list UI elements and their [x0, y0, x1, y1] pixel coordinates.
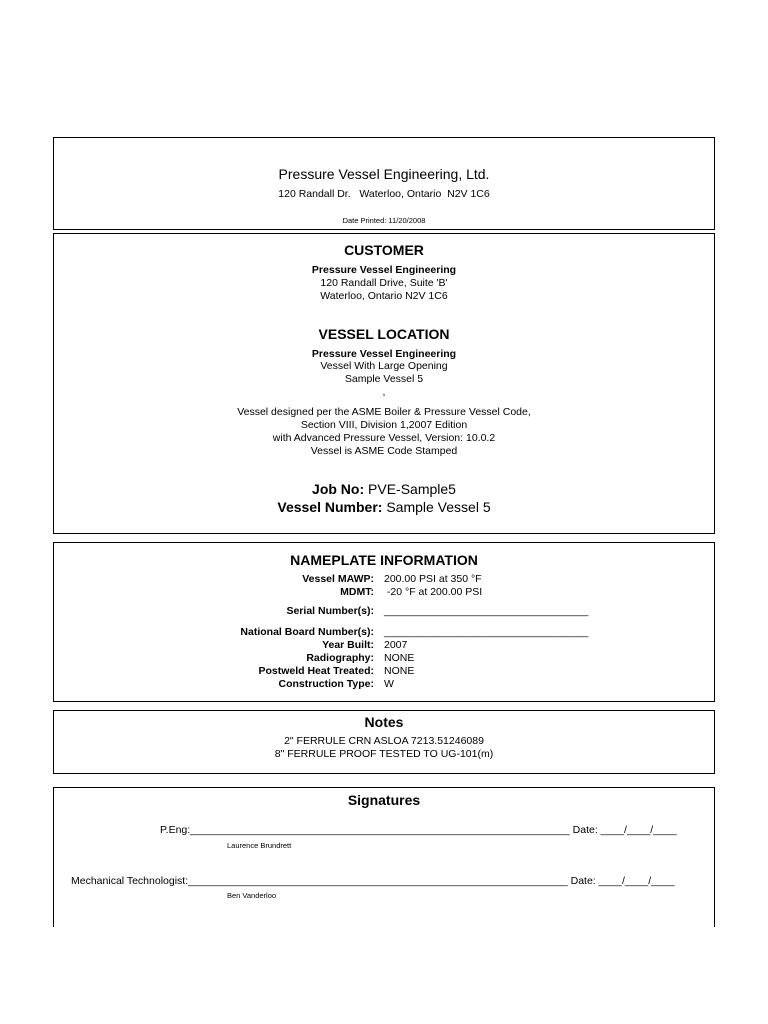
company-address: 120 Randall Dr. Waterloo, Ontario N2V 1C6 [278, 188, 490, 200]
company-name: Pressure Vessel Engineering, Ltd. [278, 166, 490, 182]
company-header [53, 137, 715, 230]
code-line4: Vessel is ASME Code Stamped [310, 445, 458, 457]
vessel-number-label: Vessel Number: [277, 499, 383, 515]
nameplate-row [54, 652, 716, 665]
nameplate-row [54, 626, 716, 639]
nameplate-value: NONE [384, 652, 415, 664]
customer-name: Pressure Vessel Engineering [311, 264, 457, 276]
nameplate-label: Construction Type: [278, 678, 374, 690]
notes-section [53, 710, 715, 774]
nameplate-row [54, 573, 716, 586]
nameplate-row [54, 639, 716, 652]
vessel-location-line2: Sample Vessel 5 [344, 373, 424, 385]
customer-section [53, 233, 715, 534]
nameplate-row [54, 586, 716, 599]
nameplate-row [54, 665, 716, 678]
nameplate-label: Vessel MAWP: [302, 573, 374, 585]
nameplate-row [54, 678, 716, 691]
notes-line1: 2" FERRULE CRN ASLOA 7213.51246089 [284, 735, 484, 747]
vessel-location-line3: , [382, 386, 386, 398]
signatures-section [53, 787, 715, 927]
code-line2: Section VIII, Division 1,2007 Edition [300, 419, 468, 431]
customer-heading: CUSTOMER [344, 242, 424, 258]
customer-address-line2: Waterloo, Ontario N2V 1C6 [320, 290, 448, 302]
nameplate-value: ___________________________________ [384, 605, 589, 617]
peng-name: Laurence Brundrett [227, 841, 292, 850]
notes-line2: 8" FERRULE PROOF TESTED TO UG-101(m) [274, 748, 494, 760]
vessel-location-name: Pressure Vessel Engineering [311, 348, 457, 360]
vessel-location-heading: VESSEL LOCATION [318, 326, 450, 342]
nameplate-value: ___________________________________ [384, 626, 589, 638]
nameplate-value: 200.00 PSI at 350 °F [384, 573, 482, 585]
nameplate-label: Serial Number(s): [286, 605, 374, 617]
nameplate-value: 2007 [384, 639, 408, 651]
notes-heading: Notes [364, 714, 404, 730]
customer-address-line1: 120 Randall Drive, Suite 'B' [320, 277, 448, 289]
signatures-heading: Signatures [347, 792, 421, 808]
nameplate-label: Radiography: [306, 652, 374, 664]
nameplate-section [53, 542, 715, 702]
technologist-name: Ben Vanderloo [227, 891, 277, 900]
peng-signature-line[interactable]: P.Eng:_________________________________________________________________ Date: ____/____/____ [160, 824, 677, 836]
nameplate-label: Postweld Heat Treated: [258, 665, 374, 677]
job-number-label: Job No: [312, 481, 365, 497]
vessel-location-line1: Vessel With Large Opening [320, 360, 448, 372]
date-printed: Date Printed: 11/20/2008 [342, 216, 426, 225]
nameplate-label: Year Built: [322, 639, 374, 651]
nameplate-value: NONE [384, 665, 415, 677]
job-number [54, 480, 714, 498]
nameplate-value: -20 °F at 200.00 PSI [384, 586, 483, 598]
nameplate-row [54, 605, 716, 618]
technologist-signature-line[interactable]: Mechanical Technologist:_________________________________________________________________ Date: ____/____/____ [71, 875, 675, 887]
vessel-number [54, 498, 714, 516]
code-line3: with Advanced Pressure Vessel, Version: 10.0.2 [272, 432, 496, 444]
nameplate-label: MDMT: [340, 586, 374, 598]
vessel-number-value: Sample Vessel 5 [386, 499, 491, 515]
nameplate-value: W [384, 678, 394, 690]
code-line1: Vessel designed per the ASME Boiler & Pressure Vessel Code, [237, 406, 531, 418]
nameplate-label: National Board Number(s): [240, 626, 374, 638]
nameplate-heading: NAMEPLATE INFORMATION [290, 552, 478, 568]
job-number-value: PVE-Sample5 [368, 481, 456, 497]
